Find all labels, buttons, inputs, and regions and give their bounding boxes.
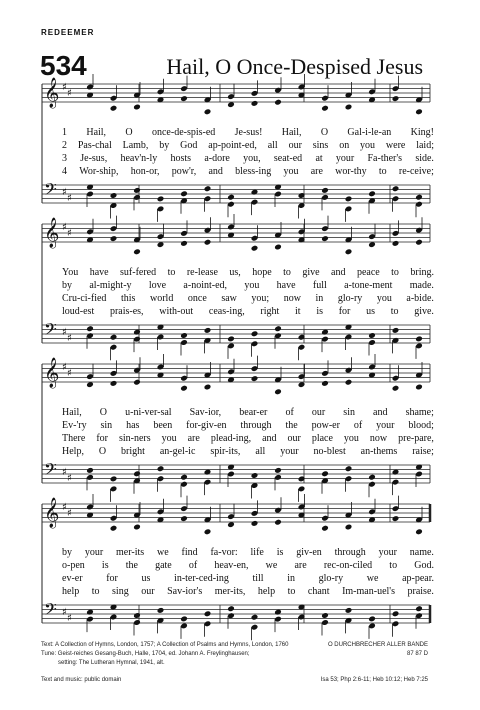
- svg-text:♯: ♯: [62, 362, 67, 373]
- hymn-number: 534: [40, 50, 87, 81]
- lyric-line: help to sing our Sav-ior's mer-its, help to chant Im-man-uel's praise.: [62, 586, 434, 597]
- meter: 87 87 D: [406, 651, 428, 657]
- lyric-line: Hail, O u-ni-ver-sal Sav-ior, bear-er of our sin and shame;: [62, 407, 434, 418]
- svg-text:♯: ♯: [62, 82, 67, 93]
- setting-credit: setting: The Lutheran Hymnal, 1941, alt.: [58, 660, 165, 666]
- svg-text:♯: ♯: [67, 368, 72, 379]
- svg-text:♯: ♯: [62, 607, 67, 618]
- svg-text:♯: ♯: [67, 473, 72, 484]
- lyric-line: ev-er for us in-ter-ced-ing till in glo-ry we ap-pear.: [62, 573, 434, 584]
- lyric-line: 4 Wor-ship, hon-or, pow'r, and bless-ing you are wor-thy to re-ceive;: [62, 166, 434, 177]
- svg-text:𝄢: 𝄢: [44, 599, 57, 623]
- svg-text:♯: ♯: [62, 502, 67, 513]
- svg-text:♯: ♯: [67, 88, 72, 99]
- scripture-refs: Isa 53; Php 2:6-11; Heb 10:12; Heb 7:25: [320, 677, 428, 683]
- svg-text:𝄞: 𝄞: [44, 218, 60, 248]
- svg-text:𝄢: 𝄢: [44, 319, 57, 343]
- lyric-line: o-pen is the gate of heav-en, we are rec-on-ciled to God.: [62, 560, 434, 571]
- svg-text:♯: ♯: [62, 187, 67, 198]
- svg-text:♯: ♯: [67, 193, 72, 204]
- lyric-line: You have suf-fered to re-lease us, hope to give and peace to bring.: [62, 267, 434, 278]
- tune-name: O DURCHBRECHER ALLER BANDE: [327, 642, 428, 648]
- text-credit: Text: A Collection of Hymns, London, 1757; A Collection of Psalms and Hymns, London, 1760: [41, 642, 289, 648]
- svg-text:♯: ♯: [67, 228, 72, 239]
- svg-text:♯: ♯: [62, 222, 67, 233]
- lyric-line: 2 Pas-chal Lamb, by God ap-point-ed, all our sins on you were laid;: [62, 140, 434, 151]
- svg-text:♯: ♯: [67, 333, 72, 344]
- rights-notice: Text and music: public domain: [41, 677, 122, 683]
- lyric-line: Cru-ci-fied this world once saw you; now in glo-ry you a-bide.: [62, 293, 434, 304]
- svg-text:𝄞: 𝄞: [44, 78, 60, 108]
- lyric-line: Ev-'ry sin has been for-giv-en through the pow-er of your blood;: [62, 420, 434, 431]
- lyric-line: There for sin-ners you are plead-ing, and our place you now pre-pare,: [62, 433, 434, 444]
- lyric-line: by al-might-y love a-noint-ed, you have full a-tone-ment made.: [62, 280, 434, 291]
- svg-text:𝄞: 𝄞: [44, 498, 60, 528]
- svg-text:♯: ♯: [67, 508, 72, 519]
- lyric-line: 3 Je-sus, heav'n-ly hosts a-dore you, seat-ed at your Fa-ther's side.: [62, 153, 434, 164]
- svg-text:𝄢: 𝄢: [44, 459, 57, 483]
- svg-text:♯: ♯: [62, 467, 67, 478]
- svg-text:𝄞: 𝄞: [44, 358, 60, 388]
- lyric-line: 1 Hail, O once-de-spis-ed Je-sus! Hail, O Gal-i-le-an King!: [62, 127, 434, 138]
- hymn-title: Hail, O Once-Despised Jesus: [166, 54, 423, 79]
- lyric-line: loud-est prais-es, with-out ceas-ing, right it is for us to give.: [62, 306, 434, 317]
- section-label: REDEEMER: [41, 28, 95, 37]
- svg-text:𝄢: 𝄢: [44, 179, 57, 203]
- svg-text:♯: ♯: [67, 613, 72, 624]
- lyric-line: Help, O bright an-gel-ic spir-its, all your no-blest an-thems raise;: [62, 446, 434, 457]
- lyric-line: by your mer-its we find fa-vor: life is giv-en through your name.: [62, 547, 434, 558]
- svg-text:♯: ♯: [62, 327, 67, 338]
- tune-credit: Tune: Geist-reiches Gesang-Buch, Halle, 1704, ed. Johann A. Freylinghausen;: [41, 651, 250, 657]
